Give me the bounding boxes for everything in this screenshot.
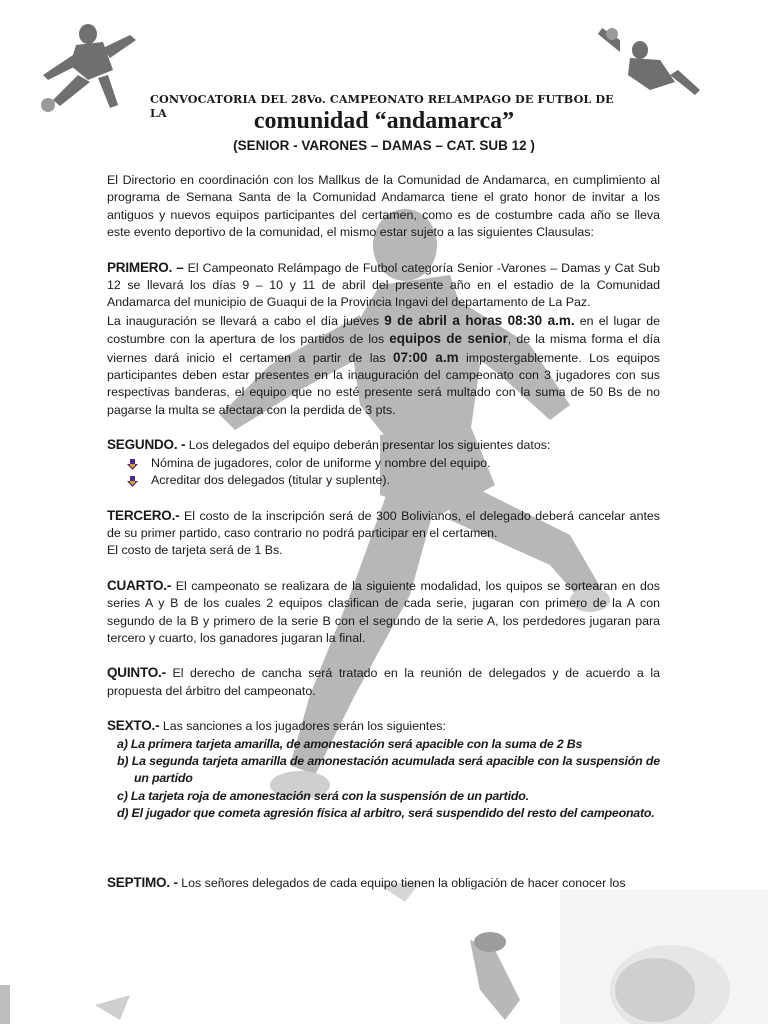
clause-primero-inauguration bbox=[107, 312, 660, 419]
text-run: impostergablemente. Los equipos participantes deben estar presentes en la inauguración del campeonato con 3 jugadores con sus respectivas banderas, el equipo que no esté presente será multado con la suma de 50 Bs de no pagarse la multa se afectara con la perdida de 3 pts. bbox=[107, 350, 661, 417]
sanciones-list bbox=[107, 736, 660, 823]
clause-septimo bbox=[107, 874, 660, 892]
player-sketch-right-icon bbox=[590, 20, 705, 100]
clause-label: TERCERO.- bbox=[107, 507, 180, 523]
senior-teams: equipos de senior bbox=[389, 331, 508, 347]
clause-text: Los señores delegados de cada equipo tienen la obligación de hacer conocer los bbox=[177, 875, 626, 890]
clause-primero bbox=[107, 259, 660, 312]
clause-tercero-tarjeta: El costo de tarjeta será de 1 Bs. bbox=[107, 543, 283, 558]
clause-text: Las sanciones a los jugadores serán los siguientes: bbox=[159, 719, 446, 734]
text-run: en el lugar de costumbre con la apertura de los partidos de los bbox=[107, 313, 660, 347]
start-time: 07:00 a.m bbox=[393, 349, 459, 365]
clause-text: El campeonato se realizara de la siguiente modalidad, los quipos se sortearan en dos series A y B de los cuales 2 equipos clasifican de cada serie, jugaran con primero de la A con segundo de la B y primero de la serie B con el segundo de la serie A, los perdedores jugaran para tercero y cuarto, los ganadores jugaran la final. bbox=[107, 578, 660, 645]
list-item-text: Nómina de jugadores, color de uniforme y nombre del equipo. bbox=[151, 455, 491, 470]
clause-cuarto bbox=[107, 577, 660, 648]
text-run: La inauguración se llevará a cabo el día jueves bbox=[107, 313, 385, 328]
inauguration-date: 9 de abril a horas 08:30 a.m. bbox=[384, 312, 575, 328]
clause-label: CUARTO.- bbox=[107, 577, 172, 593]
clause-label: PRIMERO. – bbox=[107, 259, 184, 275]
list-item: c) La tarjeta roja de amonestación será con la suspensión de un partido. bbox=[117, 788, 529, 803]
bottom-decoration-icon bbox=[0, 880, 768, 1024]
list-item bbox=[127, 472, 660, 489]
text-run: , de la misma forma el día viernes dará inicio el certamen a partir de las bbox=[107, 332, 660, 365]
clause-label: SEGUNDO. - bbox=[107, 437, 186, 453]
player-sketch-left-icon bbox=[18, 20, 143, 115]
list-item bbox=[127, 455, 660, 472]
list-item: a) La primera tarjeta amarilla, de amonestación será apacible con la suma de 2 Bs bbox=[117, 736, 583, 751]
intro-paragraph: El Directorio en coordinación con los Mallkus de la Comunidad de Andamarca, en cumplimiento al programa de Semana Santa de la Comunidad Andamarca tiene el grato honor de invitar a los antiguos y nuevos equipos participantes del certamen, como es de costumbre cada año se lleva este evento deportivo de la comunidad, el mismo estar sujeto a las siguientes Clausulas: bbox=[107, 173, 660, 240]
page-title: comunidad “andamarca” bbox=[253, 108, 515, 134]
clause-sexto bbox=[107, 717, 660, 735]
arrow-bullet-icon bbox=[127, 459, 138, 470]
clause-label: SEXTO.- bbox=[107, 718, 160, 734]
clause-segundo bbox=[107, 436, 660, 454]
document-body bbox=[107, 172, 660, 892]
clause-label: QUINTO.- bbox=[107, 665, 166, 681]
clause-text: El Campeonato Relámpago de Futbol categoría Senior -Varones – Damas y Cat Sub 12 se llevará los días 9 – 10 y 11 de abril del presente año en el estadio de la Comunidad Andamarca del municipio de Guaqui de la Provincia Ingavi del departamento de La Paz. bbox=[107, 260, 661, 310]
clause-quinto bbox=[107, 664, 660, 700]
list-item-text: Acreditar dos delegados (titular y suplente). bbox=[151, 473, 390, 488]
header-convocatoria: CONVOCATORIA DEL 28Vo. CAMPEONATO RELAMPAGO DE FUTBOL DE LA bbox=[150, 92, 614, 120]
segundo-list bbox=[107, 455, 660, 490]
page-subtitle: (SENIOR - VARONES – DAMAS – CAT. SUB 12 ) bbox=[233, 138, 535, 153]
clause-text: Los delegados del equipo deberán presentar los siguientes datos: bbox=[185, 438, 551, 453]
arrow-bullet-icon bbox=[127, 476, 138, 487]
clause-text: El costo de la inscripción será de 300 Bolivianos, el delegado deberá cancelar antes de su primer partido, caso contrario no podrá participar en el certamen. bbox=[107, 508, 660, 540]
clause-tercero bbox=[107, 507, 660, 543]
clause-label: SEPTIMO. - bbox=[107, 874, 178, 890]
list-item: d) El jugador que cometa agresión física al arbitro, será suspendido del resto del campeonato. bbox=[117, 806, 655, 821]
list-item: b) La segunda tarjeta amarilla de amonestación acumulada será apacible con la suspensión de un partido bbox=[117, 753, 660, 786]
clause-text: El derecho de cancha será tratado en la reunión de delegados y de acuerdo a la propuesta del árbitro del campeonato. bbox=[107, 666, 660, 698]
